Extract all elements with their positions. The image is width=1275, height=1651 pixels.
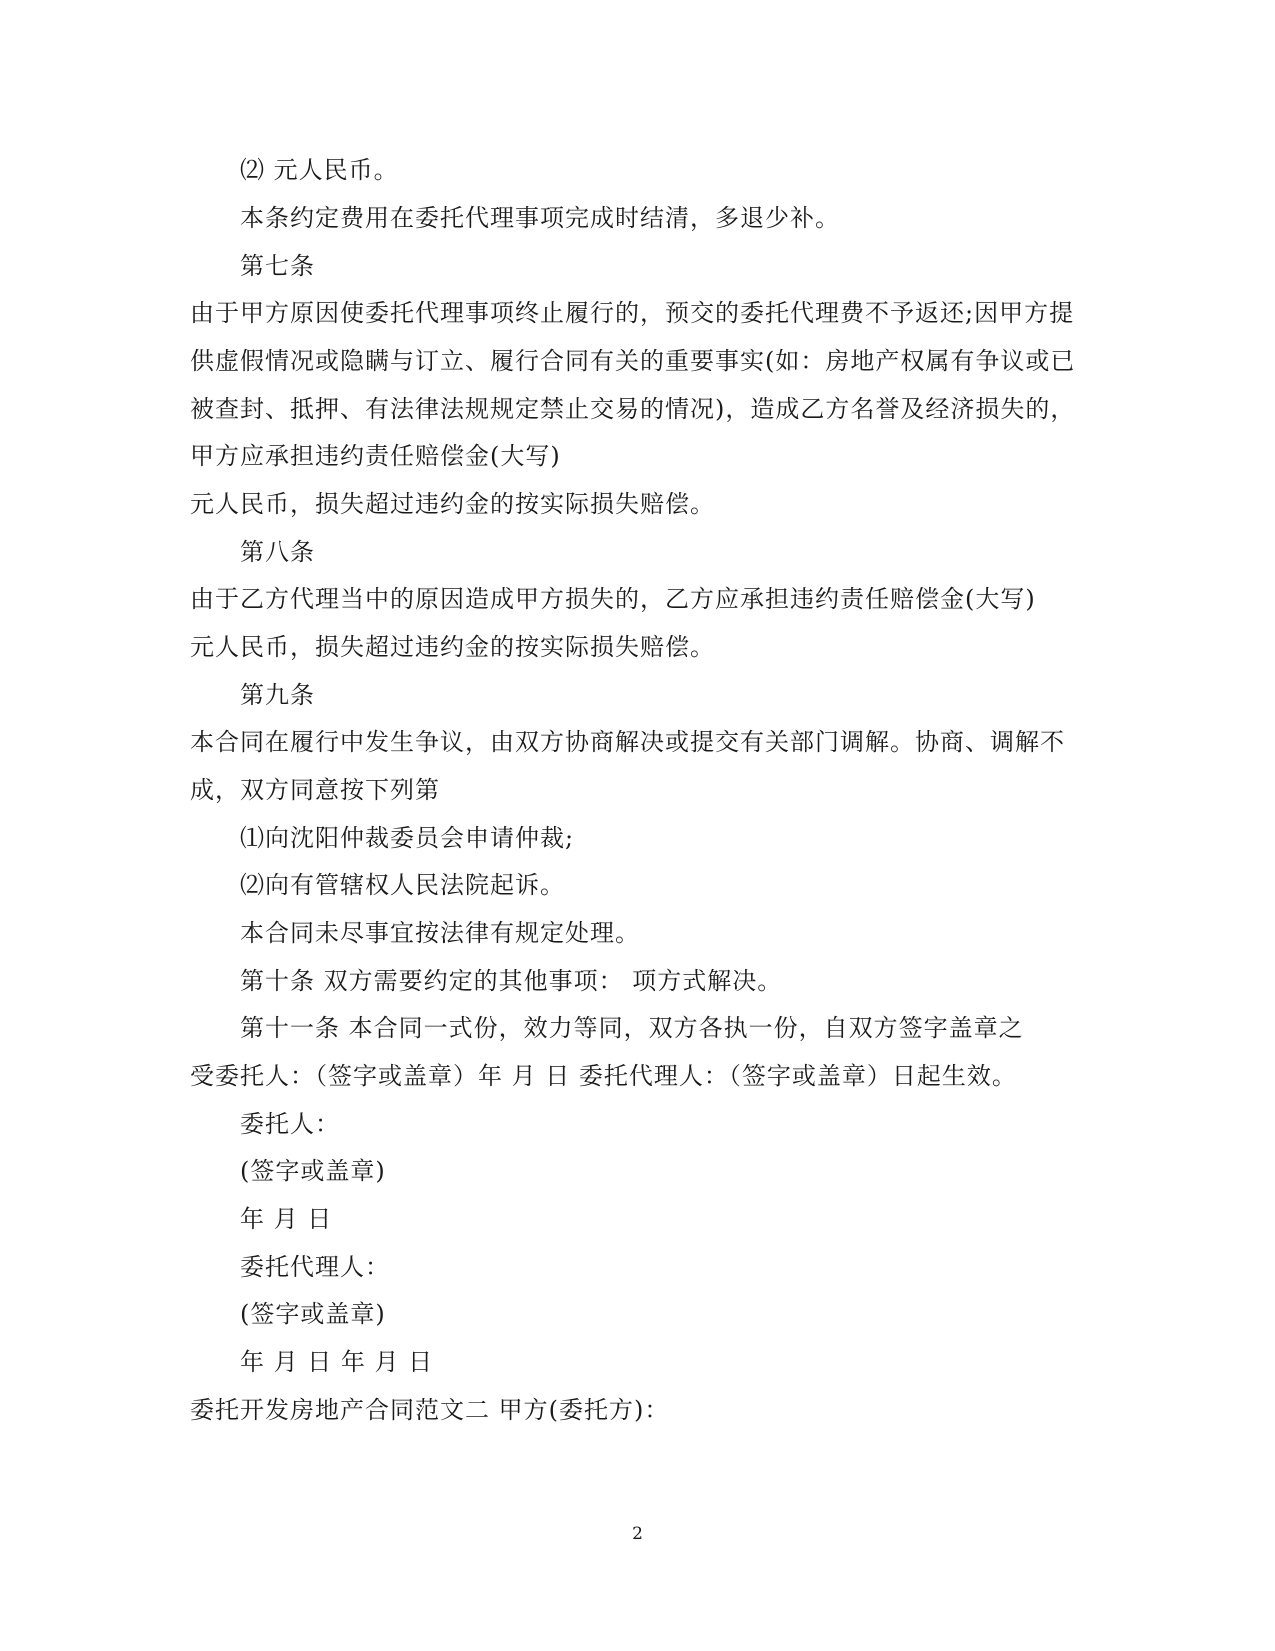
text-line: 本合同在履行中发生争议，由双方协商解决或提交有关部门调解。协商、调解不 [190, 728, 1065, 756]
text-line: 受委托人：（签字或盖章）年 月 日 委托代理人：（签字或盖章）日起生效。 [190, 1062, 1017, 1090]
page-number: 2 [632, 1524, 643, 1544]
text-line: 成，双方同意按下列第 [190, 776, 440, 804]
text-line: 甲方应承担违约责任赔偿金(大写) [190, 442, 561, 470]
text-line: ⑵向有管辖权人民法院起诉。 [240, 871, 565, 899]
text-line: 元人民币，损失超过违约金的按实际损失赔偿。 [190, 490, 715, 518]
text-line: 由于甲方原因使委托代理事项终止履行的，预交的委托代理费不予返还;因甲方提 [190, 299, 1075, 327]
text-line: 第十条 双方需要约定的其他事项： 项方式解决。 [240, 967, 783, 995]
date-line: 年 月 日 [240, 1205, 333, 1233]
article-heading: 第九条 [240, 681, 315, 709]
signature-label: 委托人： [240, 1110, 340, 1138]
text-line: 被查封、抵押、有法律法规规定禁止交易的情况)，造成乙方名誉及经济损失的， [190, 395, 1076, 423]
date-line: 年 月 日 年 月 日 [240, 1348, 434, 1376]
text-line: 第十一条 本合同一式份，效力等同，双方各执一份，自双方签字盖章之 [240, 1014, 1024, 1042]
signature-label: 委托代理人： [240, 1253, 390, 1281]
article-heading: 第七条 [240, 252, 315, 280]
article-heading: 第八条 [240, 538, 315, 566]
signature-note: (签字或盖章) [240, 1300, 386, 1328]
text-line: 元人民币，损失超过违约金的按实际损失赔偿。 [190, 633, 715, 661]
text-line: 供虚假情况或隐瞒与订立、履行合同有关的重要事实(如：房地产权属有争议或已 [190, 347, 1076, 375]
text-line: 本条约定费用在委托代理事项完成时结清，多退少补。 [240, 204, 840, 232]
signature-note: (签字或盖章) [240, 1157, 386, 1185]
text-line: 由于乙方代理当中的原因造成甲方损失的，乙方应承担违约责任赔偿金(大写) [190, 585, 1036, 613]
text-line: ⑵ 元人民币。 [240, 156, 399, 184]
section-title: 委托开发房地产合同范文二 甲方(委托方)： [190, 1396, 670, 1424]
text-line: 本合同未尽事宜按法律有规定处理。 [240, 919, 640, 947]
text-line: ⑴向沈阳仲裁委员会申请仲裁; [240, 824, 575, 852]
